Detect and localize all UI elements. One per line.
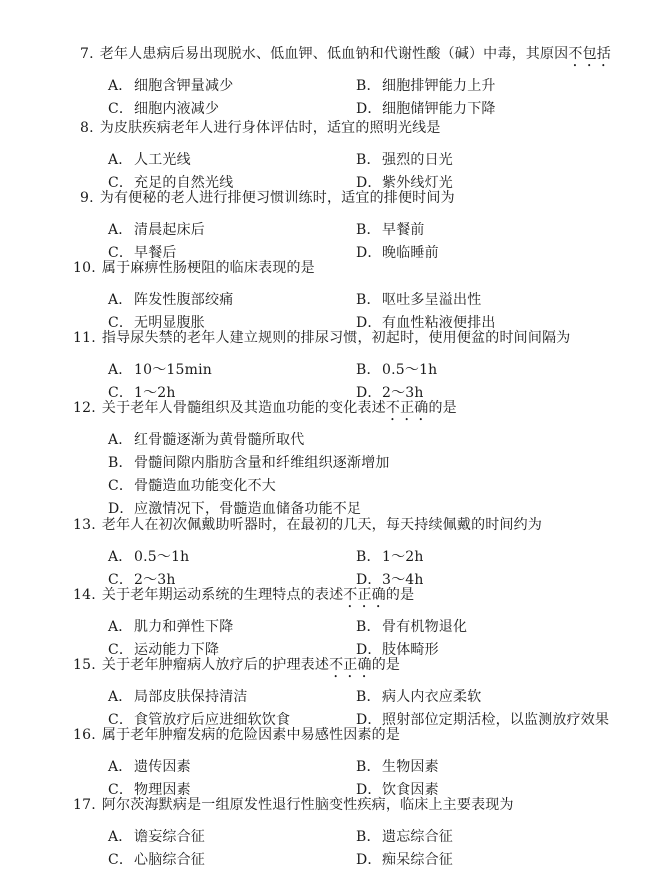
stem-text: 的是 bbox=[385, 587, 415, 603]
question-number: 12. bbox=[73, 400, 96, 416]
option-a[interactable] bbox=[108, 220, 205, 240]
option-text: 细胞内液减少 bbox=[134, 101, 220, 117]
question-9 bbox=[80, 188, 648, 261]
option-letter: A． bbox=[108, 152, 133, 168]
option-letter: B． bbox=[356, 362, 381, 378]
stem-text: 的是 bbox=[428, 400, 457, 416]
question-stem bbox=[73, 398, 648, 418]
option-letter: C． bbox=[108, 642, 134, 658]
option-a[interactable] bbox=[108, 547, 189, 567]
option-letter: C． bbox=[108, 478, 134, 494]
option-letter: D． bbox=[356, 385, 382, 401]
option-letter: C． bbox=[108, 712, 134, 728]
option-text: 3～4h bbox=[382, 572, 424, 588]
option-text: 肢体畸形 bbox=[382, 642, 439, 658]
option-letter: B． bbox=[356, 78, 381, 94]
option-text: 骨髓造血功能变化不大 bbox=[134, 478, 276, 494]
question-number: 17. bbox=[73, 797, 96, 813]
question-8 bbox=[80, 118, 648, 191]
question-stem bbox=[80, 188, 648, 208]
option-letter: D． bbox=[356, 712, 382, 728]
option-letter: C． bbox=[108, 572, 134, 588]
option-text: 2～3h bbox=[382, 385, 424, 401]
option-text: 2～3h bbox=[134, 572, 176, 588]
question-stem bbox=[73, 585, 648, 605]
option-text: 人工光线 bbox=[134, 152, 191, 168]
option-text: 10～15min bbox=[134, 362, 212, 378]
option-letter: A． bbox=[108, 362, 133, 378]
question-stem bbox=[73, 795, 648, 815]
option-text: 清晨起床后 bbox=[134, 222, 205, 238]
question-14 bbox=[73, 585, 648, 658]
option-b[interactable] bbox=[356, 547, 424, 567]
stem-emphasis: 不正确 bbox=[343, 587, 386, 603]
option-text: 0.5～1h bbox=[382, 362, 438, 378]
option-letter: D． bbox=[356, 642, 382, 658]
question-number: 11. bbox=[73, 330, 96, 346]
option-text: 骨髓间隙内脂肪含量和纤维组织逐渐增加 bbox=[134, 455, 390, 471]
option-letter: A． bbox=[108, 619, 133, 635]
option-d[interactable] bbox=[356, 850, 453, 870]
option-letter: C． bbox=[108, 852, 134, 868]
option-text: 心脑综合征 bbox=[134, 852, 205, 868]
option-text: 早餐后 bbox=[134, 245, 177, 261]
option-text: 充足的自然光线 bbox=[134, 175, 234, 191]
option-text: 紫外线灯光 bbox=[382, 175, 453, 191]
option-letter: B． bbox=[356, 292, 381, 308]
stem-text: 属于麻痹性肠梗阻的临床表现的是 bbox=[101, 260, 315, 276]
question-number: 10. bbox=[73, 260, 96, 276]
option-text: 照射部位定期活检，以监测放疗效果 bbox=[382, 712, 610, 728]
option-text: 病人内衣应柔软 bbox=[382, 689, 482, 705]
option-text: 晚临睡前 bbox=[382, 245, 439, 261]
question-stem bbox=[73, 655, 648, 675]
option-letter: B． bbox=[356, 549, 381, 565]
option-b[interactable] bbox=[356, 617, 467, 637]
question-number: 9. bbox=[80, 190, 94, 206]
option-letter: D． bbox=[108, 501, 134, 517]
option-text: 饮食因素 bbox=[382, 782, 439, 798]
option-letter: C． bbox=[108, 245, 134, 261]
option-text: 早餐前 bbox=[382, 222, 425, 238]
option-letter: A． bbox=[108, 222, 133, 238]
question-number: 8. bbox=[80, 120, 94, 136]
option-a[interactable] bbox=[108, 430, 304, 450]
option-letter: D． bbox=[356, 245, 382, 261]
option-text: 阵发性腹部绞痛 bbox=[134, 292, 234, 308]
option-a[interactable] bbox=[108, 687, 248, 707]
option-letter: D． bbox=[356, 175, 382, 191]
option-letter: B． bbox=[356, 619, 381, 635]
stem-text: 为皮肤疾病老年人进行身体评估时，适宜的照明光线是 bbox=[99, 120, 441, 136]
question-number: 16. bbox=[73, 727, 96, 743]
question-10 bbox=[73, 258, 648, 331]
option-letter: B． bbox=[108, 455, 133, 471]
option-text: 遗传因素 bbox=[134, 759, 191, 775]
option-b[interactable] bbox=[356, 150, 453, 170]
option-c[interactable] bbox=[108, 99, 219, 119]
option-text: 物理因素 bbox=[134, 782, 191, 798]
question-13 bbox=[73, 515, 648, 588]
question-12 bbox=[73, 398, 648, 517]
stem-emphasis: 不正确 bbox=[385, 400, 429, 416]
option-b[interactable] bbox=[356, 76, 496, 96]
option-letter: D． bbox=[356, 315, 382, 331]
stem-text: 指导尿失禁的老年人建立规则的排尿习惯，初起时，使用便盆的时间间隔为 bbox=[101, 330, 571, 346]
option-letter: A． bbox=[108, 549, 133, 565]
option-b[interactable] bbox=[356, 290, 481, 310]
option-letter: B． bbox=[356, 689, 381, 705]
stem-text: 为有便秘的老人进行排便习惯训练时，适宜的排便时间为 bbox=[99, 190, 455, 206]
option-c[interactable] bbox=[108, 476, 276, 496]
option-text: 应激情况下，骨髓造血储备功能不足 bbox=[134, 501, 362, 517]
option-text: 运动能力下降 bbox=[134, 642, 220, 658]
option-d[interactable] bbox=[356, 99, 496, 119]
question-number: 14. bbox=[73, 587, 96, 603]
option-text: 骨有机物退化 bbox=[382, 619, 468, 635]
option-letter: A． bbox=[108, 292, 133, 308]
option-letter: B． bbox=[356, 152, 381, 168]
stem-text: 关于老年期运动系统的生理特点的表述 bbox=[101, 587, 344, 603]
question-17 bbox=[73, 795, 648, 868]
option-b[interactable] bbox=[356, 757, 439, 777]
option-letter: B． bbox=[356, 759, 381, 775]
option-text: 1～2h bbox=[382, 549, 424, 565]
option-a[interactable] bbox=[108, 150, 191, 170]
question-stem bbox=[80, 118, 648, 138]
option-text: 痴呆综合征 bbox=[382, 852, 453, 868]
stem-text: 关于老年人骨髓组织及其造血功能的变化表述 bbox=[101, 400, 386, 416]
option-text: 生物因素 bbox=[382, 759, 439, 775]
option-b[interactable] bbox=[108, 453, 390, 473]
option-b[interactable] bbox=[356, 360, 437, 380]
option-letter: C． bbox=[108, 175, 134, 191]
option-c[interactable] bbox=[108, 850, 205, 870]
option-text: 遗忘综合征 bbox=[382, 829, 453, 845]
question-11 bbox=[73, 328, 648, 401]
option-text: 0.5～1h bbox=[134, 549, 190, 565]
option-a[interactable] bbox=[108, 617, 233, 637]
option-letter: A． bbox=[108, 78, 133, 94]
stem-emphasis: 不包括 bbox=[568, 46, 611, 62]
question-15 bbox=[73, 655, 648, 728]
question-stem bbox=[73, 515, 648, 535]
question-stem bbox=[73, 725, 648, 745]
option-letter: B． bbox=[356, 222, 381, 238]
option-text: 1～2h bbox=[134, 385, 176, 401]
option-text: 强烈的日光 bbox=[382, 152, 453, 168]
option-letter: D． bbox=[356, 852, 382, 868]
option-letter: A． bbox=[108, 829, 133, 845]
option-letter: A． bbox=[108, 759, 133, 775]
option-text: 无明显腹胀 bbox=[134, 315, 205, 331]
option-b[interactable] bbox=[356, 220, 425, 240]
question-number: 7. bbox=[80, 46, 94, 62]
stem-text: 属于老年肿瘤发病的危险因素中易感性因素的是 bbox=[101, 727, 401, 743]
option-letter: C． bbox=[108, 101, 134, 117]
question-stem bbox=[73, 258, 648, 278]
option-b[interactable] bbox=[356, 687, 481, 707]
question-16 bbox=[73, 725, 648, 798]
option-text: 局部皮肤保持清洁 bbox=[134, 689, 248, 705]
stem-text: 阿尔茨海默病是一组原发性退行性脑变性疾病，临床上主要表现为 bbox=[101, 797, 514, 813]
option-text: 呕吐多呈溢出性 bbox=[382, 292, 482, 308]
option-text: 红骨髓逐渐为黄骨髓所取代 bbox=[134, 432, 305, 448]
question-number: 13. bbox=[73, 517, 96, 533]
option-letter: A． bbox=[108, 689, 133, 705]
question-number: 15. bbox=[73, 657, 96, 673]
option-letter: C． bbox=[108, 315, 134, 331]
option-letter: A． bbox=[108, 432, 133, 448]
question-stem bbox=[73, 328, 648, 348]
stem-text: 老年人患病后易出现脱水、低血钾、低血钠和代谢性酸（碱）中毒，其原因 bbox=[99, 46, 569, 62]
option-text: 谵妄综合征 bbox=[134, 829, 205, 845]
option-text: 细胞排钾能力上升 bbox=[382, 78, 496, 94]
stem-text: 的是 bbox=[371, 657, 401, 673]
option-a[interactable] bbox=[108, 290, 233, 310]
option-letter: D． bbox=[356, 101, 382, 117]
option-a[interactable] bbox=[108, 76, 233, 96]
option-text: 细胞储钾能力下降 bbox=[382, 101, 496, 117]
option-letter: C． bbox=[108, 385, 134, 401]
option-letter: B． bbox=[356, 829, 381, 845]
stem-text: 关于老年肿瘤病人放疗后的护理表述 bbox=[101, 657, 330, 673]
question-7 bbox=[80, 44, 648, 117]
option-a[interactable] bbox=[108, 757, 191, 777]
option-letter: D． bbox=[356, 782, 382, 798]
option-a[interactable] bbox=[108, 827, 205, 847]
option-letter: D． bbox=[356, 572, 382, 588]
stem-text: 老年人在初次佩戴助听器时，在最初的几天，每天持续佩戴的时间约为 bbox=[101, 517, 543, 533]
option-text: 肌力和弹性下降 bbox=[134, 619, 234, 635]
question-stem bbox=[80, 44, 648, 64]
option-text: 食管放疗后应进细软饮食 bbox=[134, 712, 291, 728]
stem-emphasis: 不正确 bbox=[329, 657, 372, 673]
option-text: 有血性粘液便排出 bbox=[382, 315, 496, 331]
option-text: 细胞含钾量减少 bbox=[134, 78, 234, 94]
option-a[interactable] bbox=[108, 360, 212, 380]
option-letter: C． bbox=[108, 782, 134, 798]
option-b[interactable] bbox=[356, 827, 453, 847]
